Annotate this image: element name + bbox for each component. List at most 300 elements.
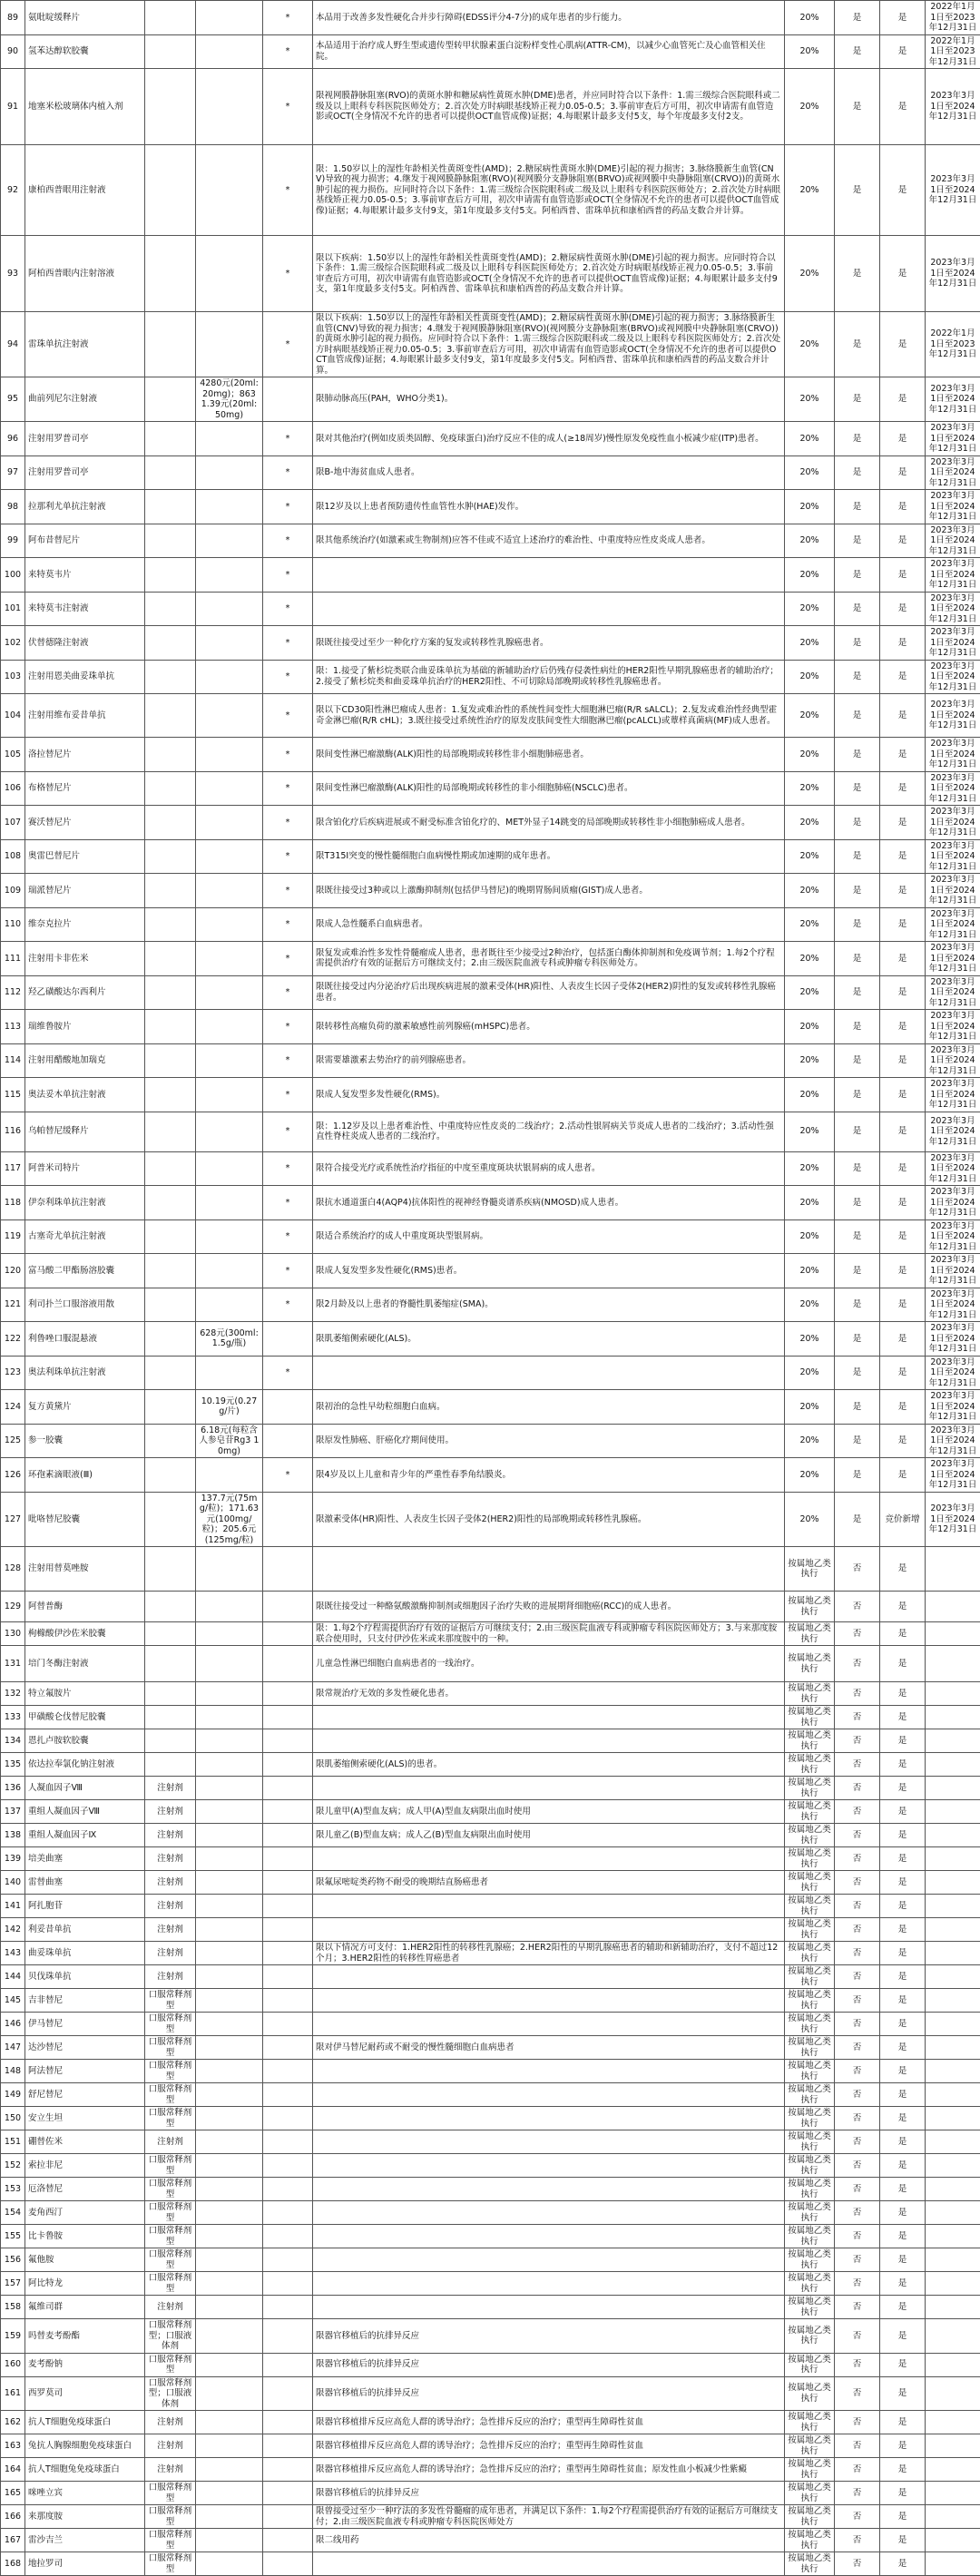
- self-pay-ratio-cell: 20%: [785, 592, 835, 626]
- self-pay-ratio-cell: 20%: [785, 422, 835, 456]
- price-cell: [196, 806, 263, 840]
- drug-name-cell: 维奈克拉片: [25, 907, 145, 942]
- dosage-form-cell: [145, 1622, 196, 1646]
- category-mark-cell: [263, 2178, 313, 2201]
- drug-name-cell: 贝伐珠单抗: [25, 1965, 145, 1989]
- payment-scope-cell: 限4岁及以上儿童和青少年的严重性春季角结膜炎。: [313, 1458, 785, 1493]
- payment-scope-cell: 限肌萎缩侧索硬化(ALS)。: [313, 1322, 785, 1357]
- table-row: [1, 806, 980, 840]
- payment-scope-cell: [313, 2296, 785, 2319]
- category-mark-cell: [263, 2225, 313, 2248]
- agreement-period-cell: [926, 2178, 980, 2201]
- reimbursable-flag-cell: 否: [835, 2458, 880, 2482]
- row-number-cell: 132: [1, 1682, 25, 1706]
- dosage-form-cell: [145, 1078, 196, 1112]
- price-cell: [196, 1753, 263, 1777]
- reimbursable-flag-cell: 是: [835, 1492, 880, 1547]
- payment-scope-cell: 限视网膜静脉阻塞(RVO)的黄斑水肿和糖尿病性黄斑水肿(DME)患者，并应同时符合以下条件：1.需三级综合医院眼科或二级及以上眼科专科医院医师处方；2.首次处方时病眼基线矫正视力0.05-0.5；3.事前审查后方可用，初次申请需有血管造影或OCT(全身情况不允许的患者可以提供OCT血管成像)证据；4.每眼累计最多支付5支，每个年度最多支付2支。: [313, 69, 785, 145]
- category-mark-cell: [263, 1824, 313, 1847]
- reimbursable-flag-cell: 否: [835, 2353, 880, 2376]
- table-row: [1, 145, 980, 236]
- price-cell: [196, 1043, 263, 1078]
- payment-scope-cell: [313, 1356, 785, 1390]
- table-row: [1, 2013, 980, 2036]
- reimbursable-flag-cell: 是: [835, 1112, 880, 1151]
- dosage-form-cell: [145, 1706, 196, 1729]
- price-cell: [196, 1824, 263, 1847]
- row-number-cell: 126: [1, 1458, 25, 1493]
- negotiated-flag-cell: 是: [880, 738, 926, 772]
- drug-name-cell: 特立氟胺片: [25, 1682, 145, 1706]
- drug-name-cell: 麦考酚钠: [25, 2353, 145, 2376]
- price-cell: [196, 2376, 263, 2411]
- price-cell: [196, 1895, 263, 1918]
- payment-scope-cell: 限2月龄及以上患者的脊髓性肌萎缩症(SMA)。: [313, 1288, 785, 1322]
- self-pay-ratio-cell: 按属地乙类执行: [785, 2201, 835, 2225]
- agreement-period-cell: 2022年1月1日至2023年12月31日: [926, 312, 980, 377]
- negotiated-flag-cell: 是: [880, 422, 926, 456]
- row-number-cell: 164: [1, 2458, 25, 2482]
- row-number-cell: 148: [1, 2060, 25, 2083]
- payment-scope-cell: 限适合系统治疗的成人中重度斑块型银屑病。: [313, 1219, 785, 1254]
- payment-scope-cell: [313, 2083, 785, 2107]
- agreement-period-cell: 2023年3月1日至2024年12月31日: [926, 455, 980, 490]
- reimbursable-flag-cell: 否: [835, 2272, 880, 2296]
- negotiated-flag-cell: 是: [880, 1112, 926, 1151]
- agreement-period-cell: [926, 2154, 980, 2178]
- negotiated-flag-cell: 是: [880, 2296, 926, 2319]
- agreement-period-cell: [926, 1895, 980, 1918]
- negotiated-flag-cell: 是: [880, 2505, 926, 2529]
- table-row: [1, 2482, 980, 2505]
- self-pay-ratio-cell: 20%: [785, 312, 835, 377]
- price-cell: [196, 1186, 263, 1220]
- self-pay-ratio-cell: 按属地乙类执行: [785, 2013, 835, 2036]
- reimbursable-flag-cell: 否: [835, 1918, 880, 1942]
- negotiated-flag-cell: 是: [880, 1989, 926, 2013]
- negotiated-flag-cell: 是: [880, 1800, 926, 1824]
- self-pay-ratio-cell: 按属地乙类执行: [785, 1592, 835, 1622]
- negotiated-flag-cell: 是: [880, 1682, 926, 1706]
- row-number-cell: 156: [1, 2248, 25, 2272]
- reimbursable-flag-cell: 否: [835, 2130, 880, 2154]
- price-cell: 10.19元(0.27g/片): [196, 1390, 263, 1425]
- reimbursable-flag-cell: 否: [835, 1547, 880, 1592]
- agreement-period-cell: [926, 2225, 980, 2248]
- price-cell: [196, 2130, 263, 2154]
- reimbursable-flag-cell: 否: [835, 2434, 880, 2458]
- table-row: [1, 34, 980, 69]
- agreement-period-cell: [926, 1989, 980, 2013]
- reimbursable-flag-cell: 是: [835, 34, 880, 69]
- drug-name-cell: 利妥昔单抗: [25, 1918, 145, 1942]
- category-mark-cell: [263, 2201, 313, 2225]
- reimbursable-flag-cell: 是: [835, 1, 880, 35]
- drug-name-cell: 氟维司群: [25, 2296, 145, 2319]
- price-cell: [196, 1288, 263, 1322]
- negotiated-flag-cell: 是: [880, 312, 926, 377]
- row-number-cell: 129: [1, 1592, 25, 1622]
- self-pay-ratio-cell: 20%: [785, 1492, 835, 1547]
- table-row: [1, 694, 980, 738]
- category-mark-cell: [263, 2482, 313, 2505]
- self-pay-ratio-cell: 20%: [785, 1112, 835, 1151]
- table-row: [1, 2296, 980, 2319]
- table-row: [1, 2178, 980, 2201]
- row-number-cell: 116: [1, 1112, 25, 1151]
- agreement-period-cell: [926, 2296, 980, 2319]
- reimbursable-flag-cell: 是: [835, 738, 880, 772]
- category-mark-cell: [263, 1706, 313, 1729]
- payment-scope-cell: [313, 2272, 785, 2296]
- dosage-form-cell: [145, 422, 196, 456]
- table-row: [1, 942, 980, 976]
- row-number-cell: 117: [1, 1151, 25, 1186]
- price-cell: [196, 2482, 263, 2505]
- dosage-form-cell: [145, 1254, 196, 1288]
- price-cell: [196, 1682, 263, 1706]
- price-cell: [196, 1989, 263, 2013]
- agreement-period-cell: 2023年3月1日至2024年12月31日: [926, 839, 980, 874]
- payment-scope-cell: 限二线用药: [313, 2529, 785, 2552]
- payment-scope-cell: [313, 1965, 785, 1989]
- reimbursable-flag-cell: 否: [835, 2107, 880, 2130]
- price-cell: [196, 874, 263, 908]
- dosage-form-cell: 注射剂: [145, 2411, 196, 2434]
- price-cell: [196, 1078, 263, 1112]
- self-pay-ratio-cell: 20%: [785, 694, 835, 738]
- self-pay-ratio-cell: 按属地乙类执行: [785, 2083, 835, 2107]
- category-mark-cell: [263, 1492, 313, 1547]
- dosage-form-cell: [145, 455, 196, 490]
- row-number-cell: 146: [1, 2013, 25, 2036]
- drug-name-cell: 西罗莫司: [25, 2376, 145, 2411]
- self-pay-ratio-cell: 20%: [785, 1151, 835, 1186]
- category-mark-cell: [263, 377, 313, 422]
- self-pay-ratio-cell: 按属地乙类执行: [785, 2529, 835, 2552]
- agreement-period-cell: 2023年3月1日至2024年12月31日: [926, 660, 980, 694]
- drug-name-cell: 厄洛替尼: [25, 2178, 145, 2201]
- drug-name-cell: 氟他胺: [25, 2248, 145, 2272]
- reimbursable-flag-cell: 否: [835, 2411, 880, 2434]
- self-pay-ratio-cell: 20%: [785, 455, 835, 490]
- row-number-cell: 140: [1, 1871, 25, 1895]
- payment-scope-cell: 限成人急性髓系白血病患者。: [313, 907, 785, 942]
- self-pay-ratio-cell: 20%: [785, 490, 835, 524]
- negotiated-flag-cell: 是: [880, 1078, 926, 1112]
- payment-scope-cell: 限成人复发型多发性硬化(RMS)患者。: [313, 1254, 785, 1288]
- drug-name-cell: 阿法替尼: [25, 2060, 145, 2083]
- row-number-cell: 95: [1, 377, 25, 422]
- drug-name-cell: 达沙替尼: [25, 2036, 145, 2060]
- self-pay-ratio-cell: 20%: [785, 1390, 835, 1425]
- agreement-period-cell: 2023年3月1日至2024年12月31日: [926, 626, 980, 661]
- negotiated-flag-cell: 是: [880, 2319, 926, 2354]
- category-mark-cell: [263, 2060, 313, 2083]
- dosage-form-cell: 口服常释剂型: [145, 2225, 196, 2248]
- row-number-cell: 131: [1, 1646, 25, 1682]
- negotiated-flag-cell: 竞价新增: [880, 1492, 926, 1547]
- row-number-cell: 165: [1, 2482, 25, 2505]
- drug-name-cell: 抗人T细胞兔免疫球蛋白: [25, 2458, 145, 2482]
- reimbursable-flag-cell: 是: [835, 1288, 880, 1322]
- category-mark-cell: *: [263, 1112, 313, 1151]
- agreement-period-cell: 2023年3月1日至2024年12月31日: [926, 806, 980, 840]
- payment-scope-cell: 限器官移植排斥反应高危人群的诱导治疗；急性排斥反应的治疗；重型再生障碍性贫血: [313, 2411, 785, 2434]
- price-cell: [196, 2434, 263, 2458]
- category-mark-cell: *: [263, 1078, 313, 1112]
- dosage-form-cell: [145, 1043, 196, 1078]
- dosage-form-cell: 口服常释剂型: [145, 2178, 196, 2201]
- agreement-period-cell: [926, 2130, 980, 2154]
- row-number-cell: 104: [1, 694, 25, 738]
- self-pay-ratio-cell: 按属地乙类执行: [785, 2505, 835, 2529]
- payment-scope-cell: 限抗水通道蛋白4(AQP4)抗体阳性的视神经脊髓炎谱系疾病(NMOSD)成人患者。: [313, 1186, 785, 1220]
- row-number-cell: 155: [1, 2225, 25, 2248]
- category-mark-cell: *: [263, 69, 313, 145]
- reimbursable-flag-cell: 否: [835, 1753, 880, 1777]
- negotiated-flag-cell: 是: [880, 2353, 926, 2376]
- row-number-cell: 135: [1, 1753, 25, 1777]
- agreement-period-cell: [926, 1729, 980, 1753]
- row-number-cell: 110: [1, 907, 25, 942]
- reimbursable-flag-cell: 是: [835, 236, 880, 312]
- category-mark-cell: [263, 1777, 313, 1800]
- row-number-cell: 159: [1, 2319, 25, 2354]
- category-mark-cell: [263, 2130, 313, 2154]
- row-number-cell: 115: [1, 1078, 25, 1112]
- table-row: [1, 1965, 980, 1989]
- category-mark-cell: [263, 1424, 313, 1458]
- reimbursable-flag-cell: 是: [835, 490, 880, 524]
- price-cell: [196, 1, 263, 35]
- category-mark-cell: [263, 2529, 313, 2552]
- negotiated-flag-cell: 是: [880, 1824, 926, 1847]
- category-mark-cell: [263, 1800, 313, 1824]
- drug-name-cell: 吡咯替尼胶囊: [25, 1492, 145, 1547]
- table-row: [1, 1871, 980, 1895]
- row-number-cell: 111: [1, 942, 25, 976]
- category-mark-cell: [263, 1918, 313, 1942]
- drug-name-cell: 枸橼酸伊沙佐米胶囊: [25, 1622, 145, 1646]
- negotiated-flag-cell: 是: [880, 2529, 926, 2552]
- dosage-form-cell: [145, 694, 196, 738]
- self-pay-ratio-cell: 20%: [785, 1186, 835, 1220]
- reimbursable-flag-cell: 是: [835, 455, 880, 490]
- negotiated-flag-cell: 是: [880, 1356, 926, 1390]
- dosage-form-cell: [145, 1424, 196, 1458]
- price-cell: [196, 1356, 263, 1390]
- self-pay-ratio-cell: 20%: [785, 524, 835, 558]
- dosage-form-cell: [145, 592, 196, 626]
- self-pay-ratio-cell: 20%: [785, 626, 835, 661]
- dosage-form-cell: 口服常释剂型；口服液体剂: [145, 2376, 196, 2411]
- row-number-cell: 133: [1, 1706, 25, 1729]
- category-mark-cell: [263, 1989, 313, 2013]
- category-mark-cell: [263, 1753, 313, 1777]
- payment-scope-cell: 限其他系统治疗(如激素或生物制剂)应答不佳或不适宜上述治疗的难治性、中重度特应性皮炎成人患者。: [313, 524, 785, 558]
- negotiated-flag-cell: 是: [880, 2178, 926, 2201]
- payment-scope-cell: 限间变性淋巴瘤激酶(ALK)阳性的局部晚期或转移性非小细胞肺癌患者。: [313, 738, 785, 772]
- self-pay-ratio-cell: 按属地乙类执行: [785, 1682, 835, 1706]
- price-cell: [196, 2552, 263, 2576]
- negotiated-flag-cell: 是: [880, 2376, 926, 2411]
- price-cell: [196, 1592, 263, 1622]
- price-cell: [196, 2411, 263, 2434]
- agreement-period-cell: 2023年3月1日至2024年12月31日: [926, 1390, 980, 1425]
- category-mark-cell: [263, 2013, 313, 2036]
- agreement-period-cell: [926, 1847, 980, 1871]
- row-number-cell: 136: [1, 1777, 25, 1800]
- category-mark-cell: *: [263, 1219, 313, 1254]
- price-cell: [196, 2296, 263, 2319]
- agreement-period-cell: [926, 1622, 980, 1646]
- dosage-form-cell: 口服常释剂型: [145, 2505, 196, 2529]
- dosage-form-cell: 注射剂: [145, 1871, 196, 1895]
- reimbursable-flag-cell: 是: [835, 592, 880, 626]
- drug-name-cell: 麦角西汀: [25, 2201, 145, 2225]
- payment-scope-cell: 限肺动脉高压(PAH，WHO分类1)。: [313, 377, 785, 422]
- drug-name-cell: 古塞奇尤单抗注射液: [25, 1219, 145, 1254]
- payment-scope-cell: 限原发性肺癌、肝癌化疗期间使用。: [313, 1424, 785, 1458]
- drug-name-cell: 复方黄黛片: [25, 1390, 145, 1425]
- price-cell: [196, 839, 263, 874]
- payment-scope-cell: [313, 592, 785, 626]
- row-number-cell: 96: [1, 422, 25, 456]
- drug-name-cell: 注射用维布妥昔单抗: [25, 694, 145, 738]
- category-mark-cell: *: [263, 34, 313, 69]
- payment-scope-cell: 限以下情况方可支付：1.HER2阳性的转移性乳腺癌；2.HER2阳性的早期乳腺癌患者的辅助和新辅助治疗，支付不超过12个月；3.HER2阳性的转移性胃癌患者: [313, 1942, 785, 1965]
- category-mark-cell: [263, 2036, 313, 2060]
- drug-name-cell: 地塞米松玻璃体内植入剂: [25, 69, 145, 145]
- payment-scope-cell: [313, 2552, 785, 2576]
- payment-scope-cell: [313, 1706, 785, 1729]
- reimbursable-flag-cell: 是: [835, 377, 880, 422]
- self-pay-ratio-cell: 20%: [785, 738, 835, 772]
- price-cell: [196, 1777, 263, 1800]
- price-cell: [196, 626, 263, 661]
- price-cell: [196, 1010, 263, 1044]
- payment-scope-cell: 限：1.接受了紫杉烷类联合曲妥珠单抗为基础的新辅助治疗后仍残存侵袭性病灶的HER2阳性早期乳腺癌患者的辅助治疗；2.接受了紫杉烷类和曲妥珠单抗治疗的HER2阳性、不可切除局部晚期或转移性乳腺癌患者。: [313, 660, 785, 694]
- self-pay-ratio-cell: 20%: [785, 1010, 835, 1044]
- dosage-form-cell: 注射剂: [145, 2130, 196, 2154]
- row-number-cell: 128: [1, 1547, 25, 1592]
- category-mark-cell: *: [263, 694, 313, 738]
- table-row: [1, 69, 980, 145]
- table-row: [1, 2552, 980, 2576]
- drug-name-cell: 阿普米司特片: [25, 1151, 145, 1186]
- category-mark-cell: [263, 2296, 313, 2319]
- agreement-period-cell: [926, 1800, 980, 1824]
- reimbursable-flag-cell: 否: [835, 1965, 880, 1989]
- row-number-cell: 134: [1, 1729, 25, 1753]
- dosage-form-cell: 注射剂: [145, 1847, 196, 1871]
- price-cell: [196, 1871, 263, 1895]
- dosage-form-cell: [145, 806, 196, 840]
- payment-scope-cell: 限转移性高瘤负荷的激素敏感性前列腺癌(mHSPC)患者。: [313, 1010, 785, 1044]
- reimbursable-flag-cell: 否: [835, 2552, 880, 2576]
- category-mark-cell: *: [263, 1254, 313, 1288]
- dosage-form-cell: 口服常释剂型: [145, 2013, 196, 2036]
- dosage-form-cell: [145, 377, 196, 422]
- category-mark-cell: [263, 2083, 313, 2107]
- dosage-form-cell: [145, 1322, 196, 1357]
- drug-name-cell: 瑞派替尼片: [25, 874, 145, 908]
- table-row: [1, 2272, 980, 2296]
- table-row: [1, 839, 980, 874]
- reimbursable-flag-cell: 否: [835, 2178, 880, 2201]
- self-pay-ratio-cell: 按属地乙类执行: [785, 2552, 835, 2576]
- table-row: [1, 1777, 980, 1800]
- reimbursable-flag-cell: 是: [835, 874, 880, 908]
- negotiated-flag-cell: 是: [880, 2225, 926, 2248]
- payment-scope-cell: 限既往接受过3种或以上激酶抑制剂(包括伊马替尼)的晚期胃肠间质瘤(GIST)成人患者。: [313, 874, 785, 908]
- agreement-period-cell: [926, 2272, 980, 2296]
- table-row: [1, 312, 980, 377]
- price-cell: [196, 1706, 263, 1729]
- drug-name-cell: 布格替尼片: [25, 771, 145, 806]
- row-number-cell: 122: [1, 1322, 25, 1357]
- price-cell: [196, 2458, 263, 2482]
- agreement-period-cell: 2023年3月1日至2024年12月31日: [926, 1043, 980, 1078]
- category-mark-cell: *: [263, 490, 313, 524]
- price-cell: [196, 312, 263, 377]
- payment-scope-cell: 限对伊马替尼耐药或不耐受的慢性髓细胞白血病患者: [313, 2036, 785, 2060]
- table-row: [1, 975, 980, 1010]
- reimbursable-flag-cell: 是: [835, 1356, 880, 1390]
- payment-scope-cell: [313, 2013, 785, 2036]
- agreement-period-cell: 2023年3月1日至2024年12月31日: [926, 524, 980, 558]
- table-row: [1, 1682, 980, 1706]
- agreement-period-cell: 2023年3月1日至2024年12月31日: [926, 771, 980, 806]
- price-cell: [196, 907, 263, 942]
- drug-name-cell: 羟乙磺酸达尔西利片: [25, 975, 145, 1010]
- dosage-form-cell: [145, 1151, 196, 1186]
- category-mark-cell: [263, 2552, 313, 2576]
- table-row: [1, 1254, 980, 1288]
- table-row: [1, 524, 980, 558]
- table-row: [1, 1918, 980, 1942]
- payment-scope-cell: 限对其他治疗(例如皮质类固醇、免疫球蛋白)治疗反应不佳的成人(≥18周岁)慢性原发免疫性血小板减少症(ITP)患者。: [313, 422, 785, 456]
- drug-name-cell: 利鲁唑口服混悬液: [25, 1322, 145, 1357]
- agreement-period-cell: [926, 2083, 980, 2107]
- reimbursable-flag-cell: 是: [835, 626, 880, 661]
- category-mark-cell: [263, 1592, 313, 1622]
- category-mark-cell: *: [263, 1043, 313, 1078]
- negotiated-flag-cell: 是: [880, 771, 926, 806]
- agreement-period-cell: 2023年3月1日至2024年12月31日: [926, 1151, 980, 1186]
- table-row: [1, 1186, 980, 1220]
- dosage-form-cell: [145, 312, 196, 377]
- self-pay-ratio-cell: 20%: [785, 1458, 835, 1493]
- self-pay-ratio-cell: 按属地乙类执行: [785, 1918, 835, 1942]
- reimbursable-flag-cell: 否: [835, 2248, 880, 2272]
- price-cell: [196, 2060, 263, 2083]
- payment-scope-cell: 限：1.50岁以上的湿性年龄相关性黄斑变性(AMD)；2.糖尿病性黄斑水肿(DME)引起的视力损害；3.脉络膜新生血管(CNV)导致的视力损害；4.继发于视网膜静脉阻塞(RVO)(视网膜分支静脉阻塞(BRVO)或视网膜中央静脉阻塞(CRVO))的黄斑水肿引起的视力损伤。应同时符合以下条件：1.需三级综合医院眼科或二级及以上眼科专科医院医师处方；2.首次处方时病眼基线矫正视力0.05-0.5；3.事前审查后方可用，初次申请需有血管造影或OCT(全身情况不允许的患者可以提供OCT血管成像)证据；4.每眼累计最多支付9支，第1年度最多支付5支。阿柏西普、雷珠单抗和康柏西普的药品支数合并计算。: [313, 145, 785, 236]
- category-mark-cell: *: [263, 455, 313, 490]
- payment-scope-cell: 限器官移植后的抗排异反应: [313, 2319, 785, 2354]
- agreement-period-cell: [926, 2248, 980, 2272]
- self-pay-ratio-cell: 按属地乙类执行: [785, 1777, 835, 1800]
- agreement-period-cell: 2023年3月1日至2024年12月31日: [926, 1010, 980, 1044]
- price-cell: [196, 2248, 263, 2272]
- payment-scope-cell: 限：1.12岁及以上患者难治性、中重度特应性皮炎的二线治疗；2.活动性银屑病关节炎成人患者的二线治疗；3.活动性强直性脊柱炎成人患者的二线治疗。: [313, 1112, 785, 1151]
- reimbursable-flag-cell: 是: [835, 771, 880, 806]
- table-row: [1, 2201, 980, 2225]
- reimbursable-flag-cell: 否: [835, 1729, 880, 1753]
- dosage-form-cell: [145, 1288, 196, 1322]
- category-mark-cell: *: [263, 236, 313, 312]
